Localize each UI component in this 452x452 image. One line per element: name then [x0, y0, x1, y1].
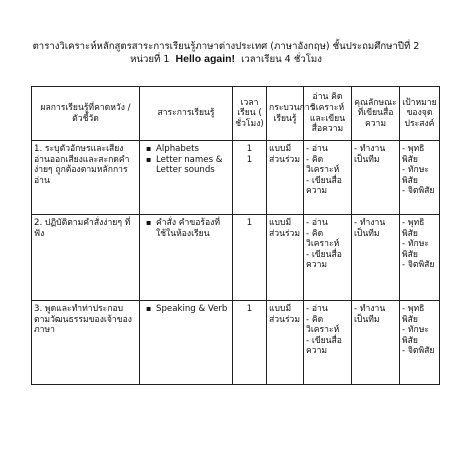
goal-item: - พุทธิพิสัย [402, 218, 425, 239]
content-item: ▪ Speaking & Verb [156, 304, 230, 315]
header-read-think-write: อ่าน คิด วิเคราะห์และเขียนสื่อความ [304, 87, 352, 141]
time-value: 1 [246, 154, 253, 165]
rwt-cell [304, 141, 352, 215]
rwt-item: วิเคราะห์ [306, 325, 340, 336]
trait-item: เป็นทีม [354, 154, 380, 165]
table-row [32, 301, 440, 385]
goal-cell [400, 301, 440, 385]
rwt-item: - อ่าน [306, 218, 328, 228]
process-cell: แบบมีส่วนร่วม [267, 215, 304, 301]
process-cell: แบบมีส่วนร่วม [267, 141, 304, 215]
table-row [32, 141, 440, 215]
header-content: สาระการเรียนรู้ [140, 87, 233, 141]
rwt-item: - คิด [306, 314, 324, 325]
trait-cell [352, 301, 400, 385]
rwt-item: - คิด [306, 228, 324, 239]
rwt-cell [304, 215, 352, 301]
rwt-item: วิเคราะห์ [306, 165, 340, 176]
table-header-row [32, 87, 440, 141]
outcome-cell: 1. ระบุตัวอักษรและเสียง อ่านออกเสียงและสะกดคำง่ายๆ ถูกต้องตามหลักการอ่าน [32, 141, 140, 215]
rwt-cell [304, 301, 352, 385]
trait-item: - ทำงาน [354, 144, 386, 154]
goal-item: - ทักษะพิสัย [402, 239, 429, 260]
time-value: 1 [246, 304, 253, 314]
content-item: ▪ Alphabets [156, 144, 230, 155]
process-cell: แบบมีส่วนร่วม [267, 301, 304, 385]
rwt-item: วิเคราะห์ [306, 239, 340, 250]
goal-item: - พุทธิพิสัย [402, 144, 425, 165]
unit-name: Hello again! [175, 53, 236, 65]
trait-item: เป็นทีม [354, 314, 380, 325]
rwt-item: - เขียนสื่อความ [306, 335, 342, 357]
goal-cell [400, 215, 440, 301]
time-cell [233, 215, 267, 301]
time-cell [233, 141, 267, 215]
goal-item: - พุทธิพิสัย [402, 304, 425, 325]
unit-subtitle [0, 53, 452, 66]
time-value: 1 [246, 144, 253, 154]
header-goal: เป้าหมายของจุดประสงค์ [400, 87, 440, 141]
goal-item: - ทักษะพิสัย [402, 165, 429, 186]
trait-cell [352, 141, 400, 215]
unit-time: เวลาเรียน 4 ชั่วโมง [241, 54, 322, 65]
header-outcome: ผลการเรียนรู้ที่คาดหวัง / ตัวชี้วัด [32, 87, 140, 141]
goal-item: - จิตพิสัย [402, 346, 435, 357]
time-cell [233, 301, 267, 385]
content-cell [140, 301, 233, 385]
header-trait: คุณลักษณะที่เขียนสื่อความ [352, 87, 400, 141]
trait-item: เป็นทีม [354, 228, 380, 239]
rwt-item: - อ่าน [306, 304, 328, 314]
table-row [32, 215, 440, 301]
outcome-cell: 2. ปฏิบัติตามคำสั่งง่ายๆ ที่ฟัง [32, 215, 140, 301]
trait-cell [352, 215, 400, 301]
goal-item: - จิตพิสัย [402, 186, 435, 197]
rwt-item: - เขียนสื่อความ [306, 249, 342, 271]
trait-item: - ทำงาน [354, 304, 386, 314]
content-item: ▪ คำสั่ง คำขอร้องที่ใช้ในห้องเรียน [156, 218, 230, 239]
content-cell [140, 215, 233, 301]
content-cell [140, 141, 233, 215]
outcome-cell: 3. พูดและทำท่าประกอบ ตามวัฒนธรรมของเจ้าของภาษา [32, 301, 140, 385]
goal-cell [400, 141, 440, 215]
document-title: ตารางวิเคราะห์หลักสูตรสาระการเรียนรู้ภาษาต่างประเทศ (ภาษาอังกฤษ) ชั้นประถมศึกษาปีที่ 2 [32, 41, 420, 52]
rwt-item: - เขียนสื่อความ [306, 175, 342, 197]
content-item: ▪ Letter names & Letter sounds [156, 155, 230, 176]
goal-item: - จิตพิสัย [402, 260, 435, 271]
goal-item: - ทักษะพิสัย [402, 325, 429, 346]
unit-number: หน่วยที่ 1 [130, 54, 170, 65]
trait-item: - ทำงาน [354, 218, 386, 228]
rwt-item: - คิด [306, 154, 324, 165]
time-value: 1 [246, 218, 253, 228]
curriculum-table [31, 86, 440, 385]
rwt-item: - อ่าน [306, 144, 328, 154]
header-time: เวลาเรียน ( ชั่วโมง) [233, 87, 267, 141]
header-process: กระบวนการเรียนรู้ [267, 87, 304, 141]
